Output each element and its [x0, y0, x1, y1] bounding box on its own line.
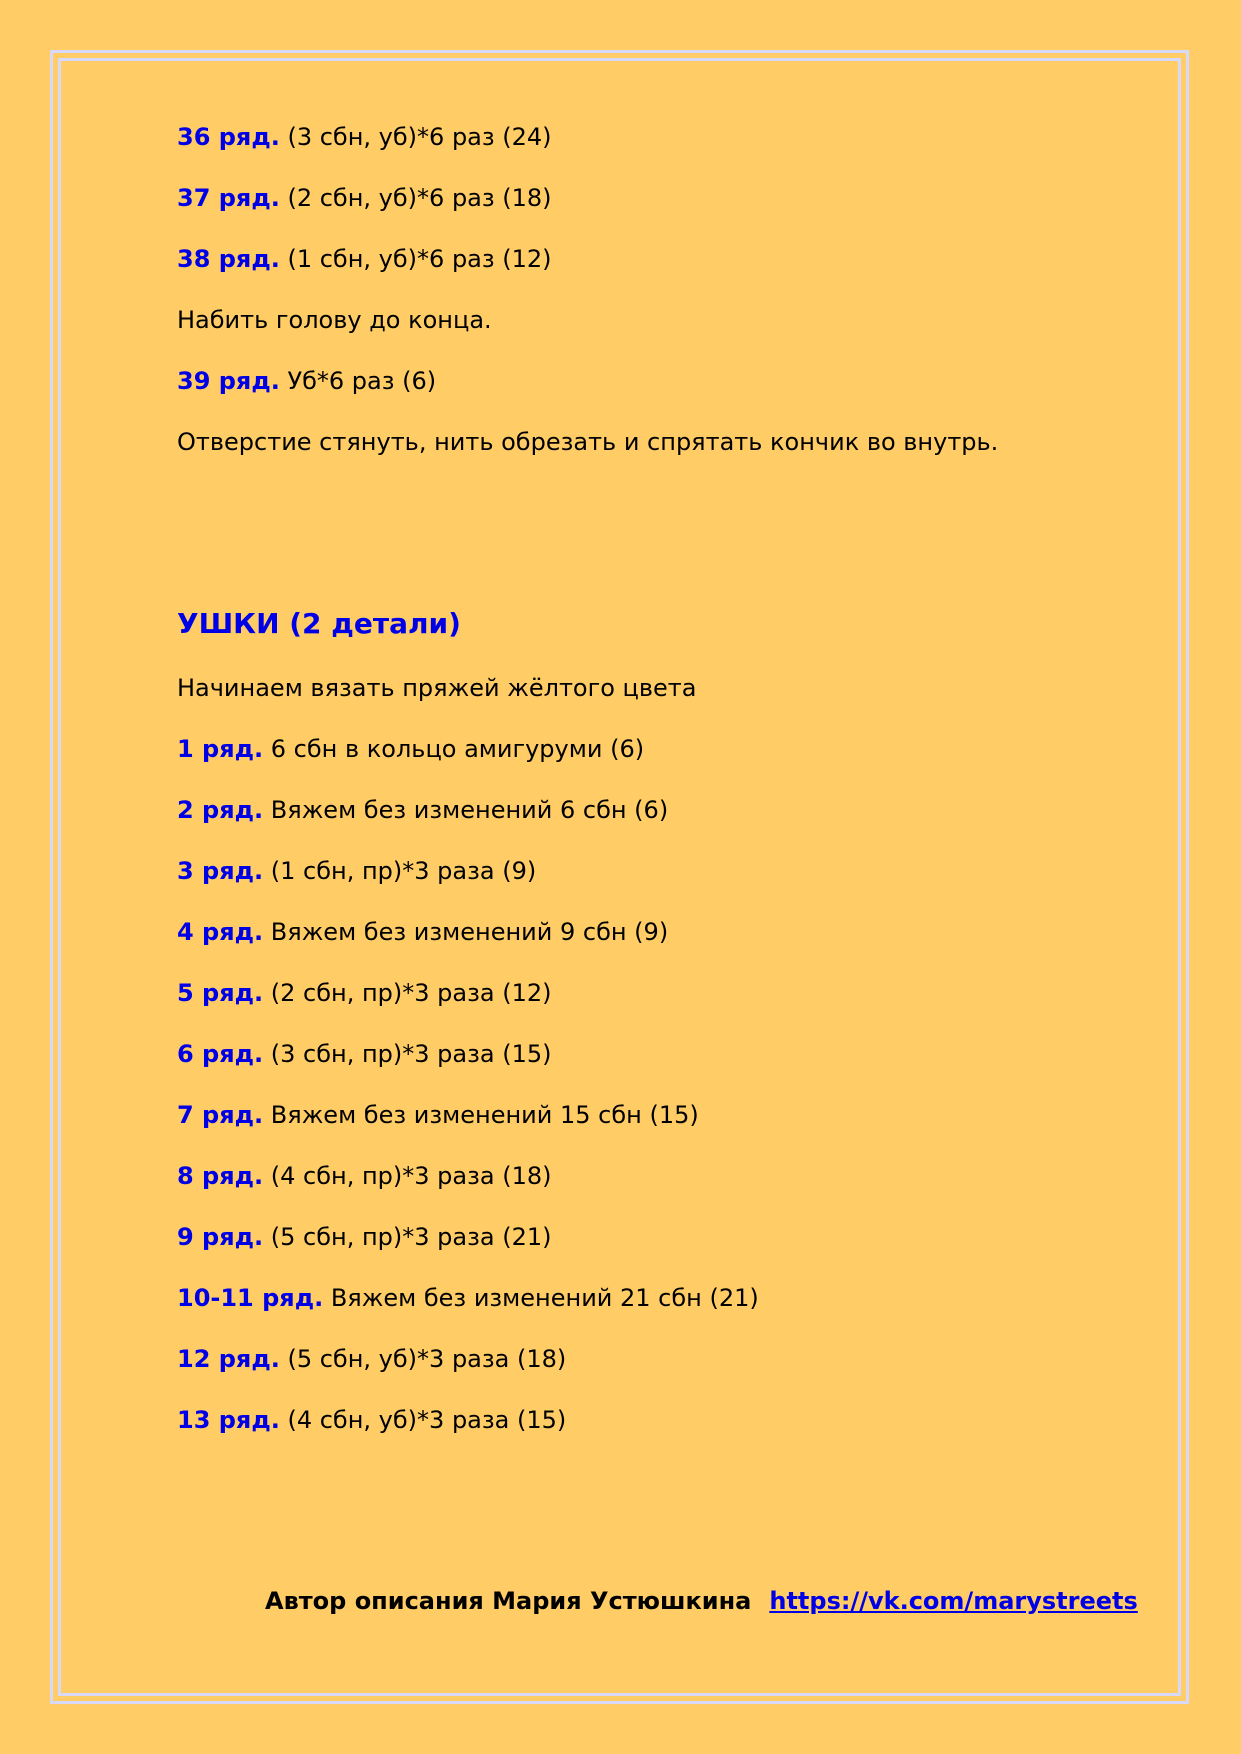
row-label: 36 ряд.	[177, 123, 280, 151]
row-37	[177, 183, 552, 213]
footer	[265, 1585, 1138, 1617]
row-label: 37 ряд.	[177, 184, 280, 212]
row-text: (4 сбн, уб)*3 раза (15)	[279, 1406, 567, 1434]
author-credit: Автор описания Мария Устюшкина	[265, 1587, 752, 1615]
row-38	[177, 244, 552, 274]
row-39	[177, 366, 436, 396]
ears-row-2	[177, 795, 668, 825]
row-label: 3 ряд.	[177, 857, 264, 885]
row-label: 12 ряд.	[177, 1345, 280, 1373]
row-text: 6 сбн в кольцо амигуруми (6)	[263, 735, 645, 763]
row-text: Уб*6 раз (6)	[279, 367, 437, 395]
row-label: 2 ряд.	[177, 796, 264, 824]
row-label: 9 ряд.	[177, 1223, 264, 1251]
ears-row-4	[177, 917, 668, 947]
row-label: 1 ряд.	[177, 735, 264, 763]
ears-row-9	[177, 1222, 551, 1252]
row-label: 8 ряд.	[177, 1162, 264, 1190]
ears-row-10-11	[177, 1283, 759, 1313]
row-label: 39 ряд.	[177, 367, 280, 395]
row-text: (3 сбн, уб)*6 раз (24)	[279, 123, 552, 151]
row-36	[177, 122, 552, 152]
row-text: (2 сбн, уб)*6 раз (18)	[279, 184, 552, 212]
ears-row-6	[177, 1039, 551, 1069]
author-link[interactable]: https://vk.com/marystreets	[769, 1587, 1138, 1615]
ears-row-5	[177, 978, 551, 1008]
ears-row-8	[177, 1161, 551, 1191]
ears-row-1	[177, 734, 644, 764]
note-close-hole: Отверстие стянуть, нить обрезать и спрятать кончик во внутрь.	[177, 428, 999, 456]
section-title-ears: УШКИ (2 детали)	[177, 607, 461, 640]
ears-row-12	[177, 1344, 566, 1374]
row-text: Вяжем без изменений 15 сбн (15)	[263, 1101, 699, 1129]
row-text: (1 сбн, пр)*3 раза (9)	[263, 857, 537, 885]
ears-intro: Начинаем вязать пряжей жёлтого цвета	[177, 674, 697, 702]
row-label: 13 ряд.	[177, 1406, 280, 1434]
row-text: (3 сбн, пр)*3 раза (15)	[263, 1040, 552, 1068]
row-label: 4 ряд.	[177, 918, 264, 946]
row-text: Вяжем без изменений 21 сбн (21)	[323, 1284, 759, 1312]
row-text: (4 сбн, пр)*3 раза (18)	[263, 1162, 552, 1190]
ears-row-3	[177, 856, 536, 886]
row-label: 6 ряд.	[177, 1040, 264, 1068]
row-text: Вяжем без изменений 9 сбн (9)	[263, 918, 669, 946]
row-label: 38 ряд.	[177, 245, 280, 273]
row-label: 7 ряд.	[177, 1101, 264, 1129]
row-text: Вяжем без изменений 6 сбн (6)	[263, 796, 669, 824]
note-stuff-head: Набить голову до конца.	[177, 306, 492, 334]
row-text: (1 сбн, уб)*6 раз (12)	[279, 245, 552, 273]
row-text: (5 сбн, уб)*3 раза (18)	[279, 1345, 567, 1373]
ears-row-7	[177, 1100, 699, 1130]
row-label: 10-11 ряд.	[177, 1284, 324, 1312]
row-text: (2 сбн, пр)*3 раза (12)	[263, 979, 552, 1007]
row-label: 5 ряд.	[177, 979, 264, 1007]
row-text: (5 сбн, пр)*3 раза (21)	[263, 1223, 552, 1251]
ears-row-13	[177, 1405, 566, 1435]
